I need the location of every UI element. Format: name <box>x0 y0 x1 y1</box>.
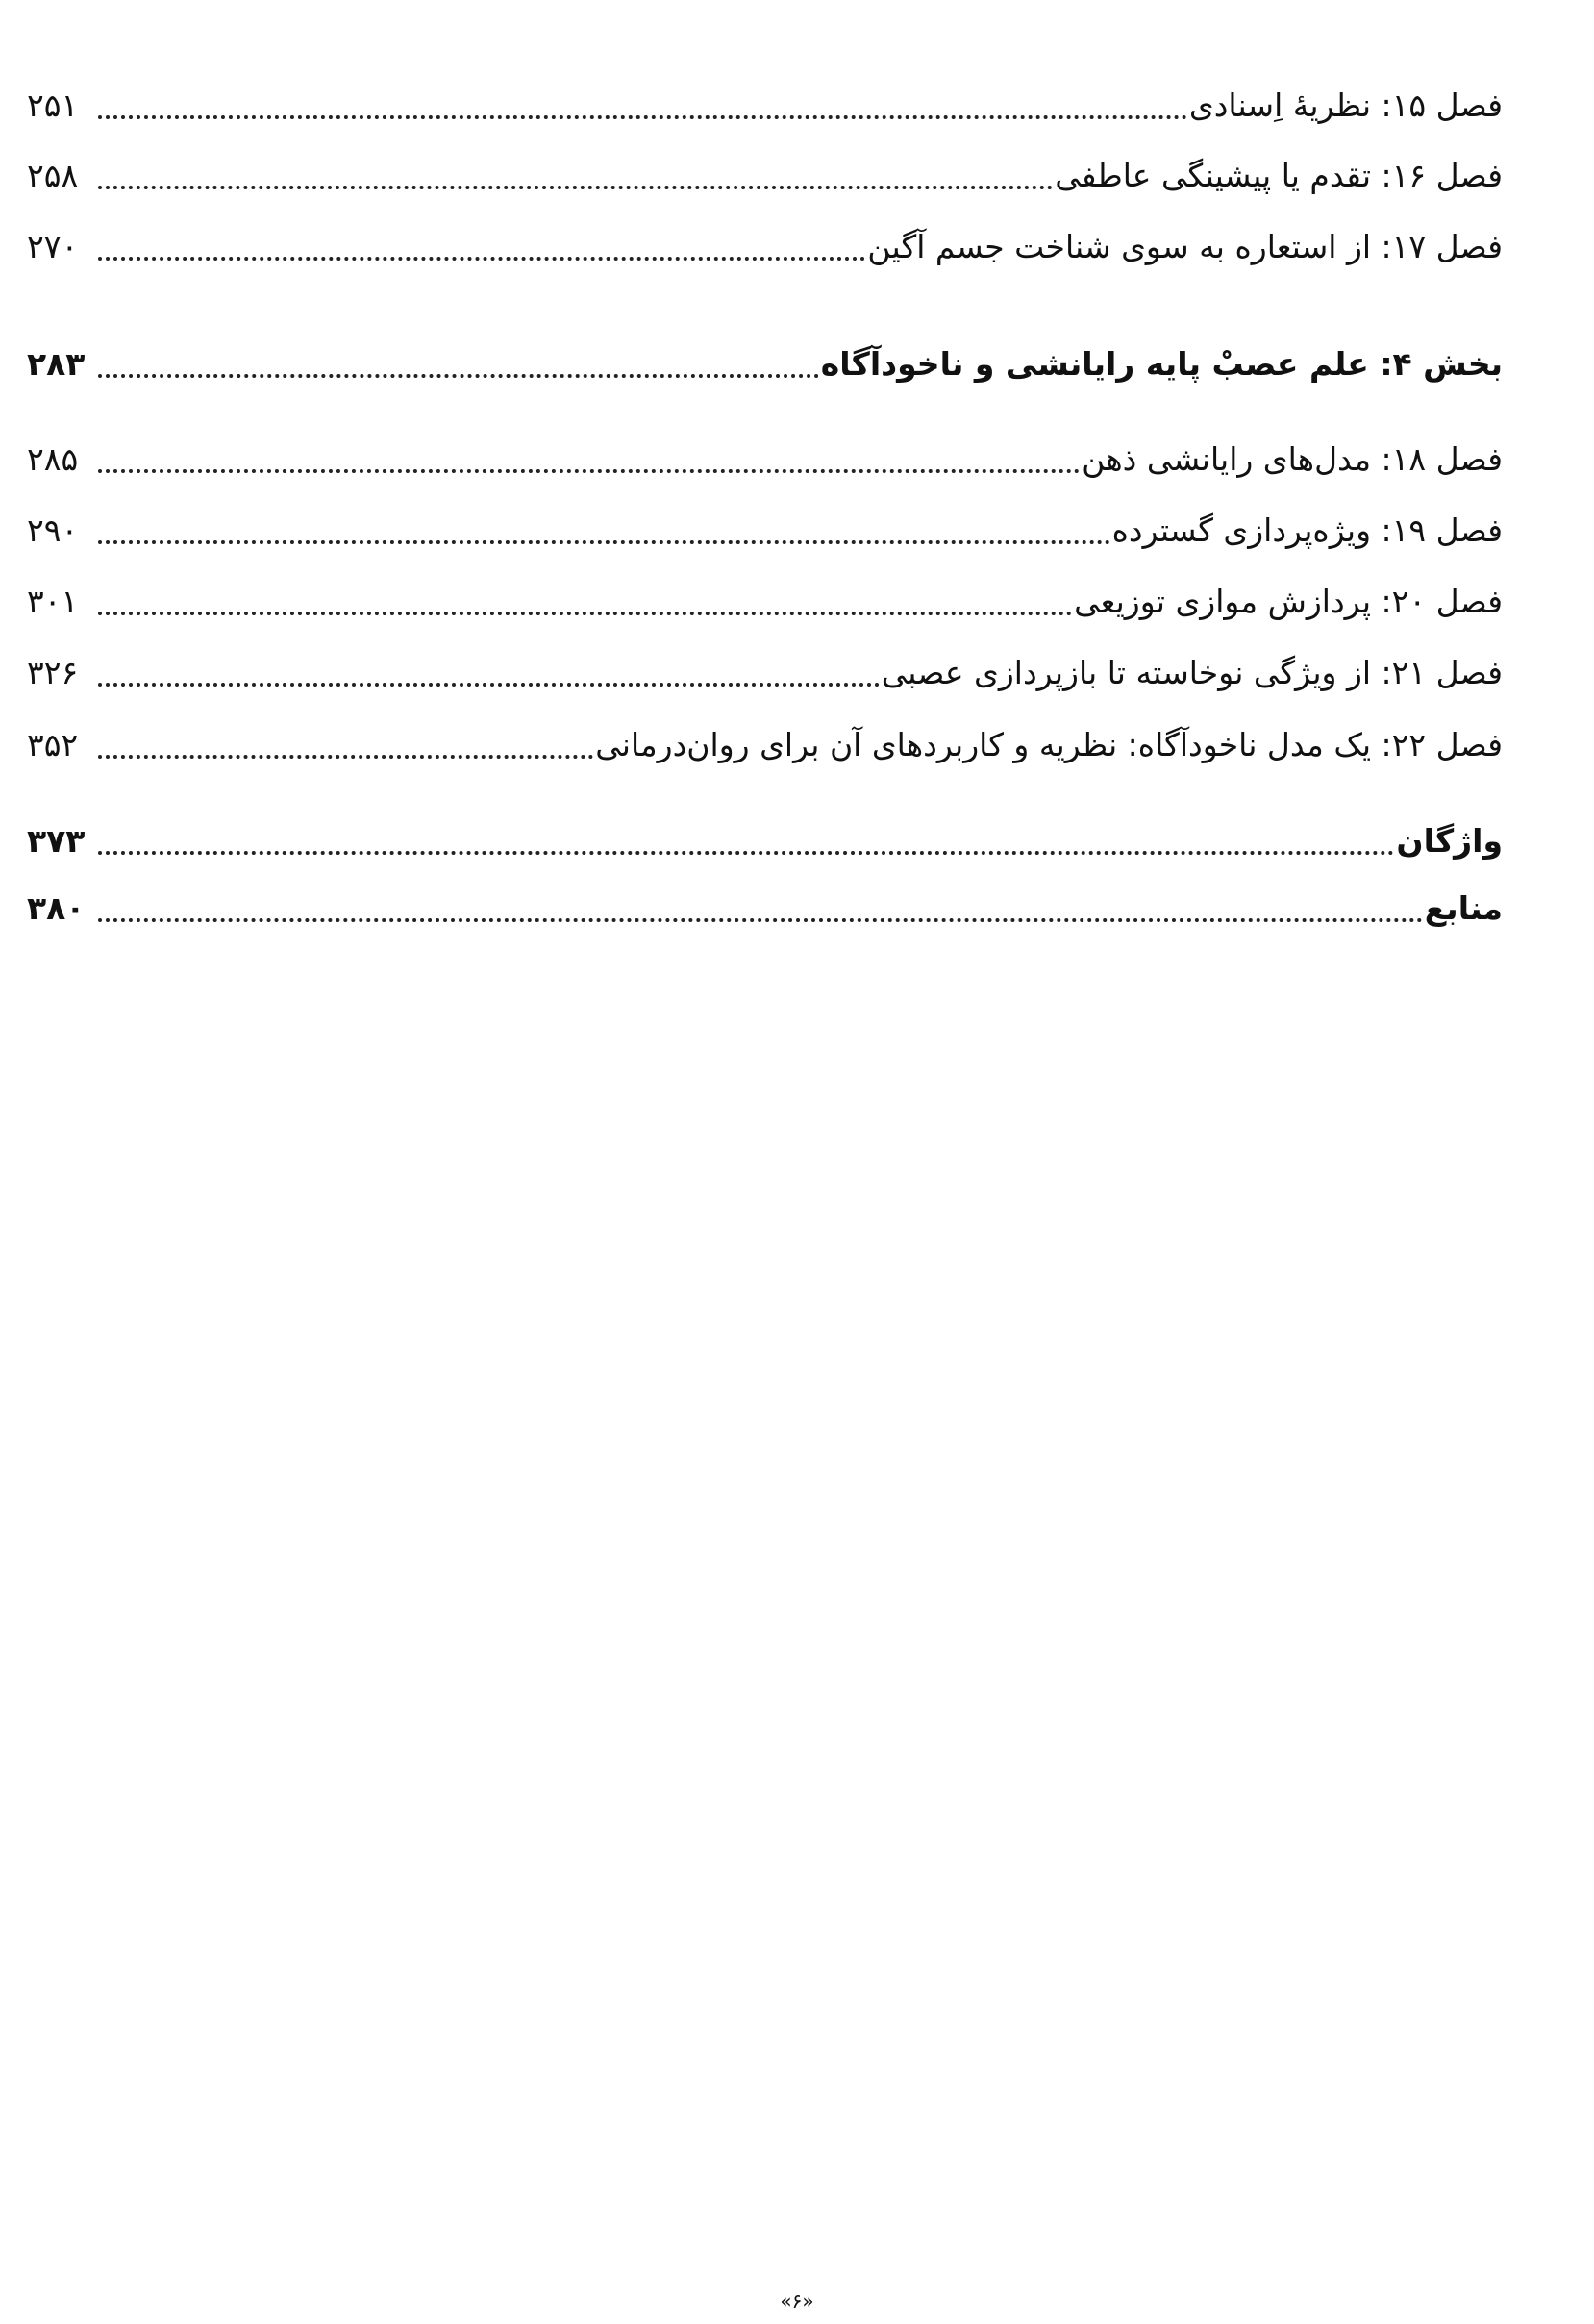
toc-entry-page: ۳۰۱ <box>27 583 79 620</box>
dot-leader <box>98 612 1072 615</box>
toc-entry-page: ۳۸۰ <box>27 889 86 927</box>
toc-entry-chapter-15[interactable] <box>27 77 1503 135</box>
dot-leader <box>98 918 1423 922</box>
toc-entry-page: ۲۵۸ <box>27 157 79 194</box>
toc-entry-page: ۲۹۰ <box>27 512 79 549</box>
toc-entry-chapter-18[interactable] <box>27 431 1503 488</box>
dot-leader <box>98 755 593 759</box>
toc-entry-title: بخش ۴: علم عصبْ پایه رایانشی و ناخودآگاه <box>820 345 1503 383</box>
toc-entry-part-4[interactable] <box>27 336 1503 393</box>
page-number: «۶» <box>780 2289 814 2312</box>
toc-entry-chapter-20[interactable] <box>27 573 1503 631</box>
dot-leader <box>98 540 1110 544</box>
toc-entry-title: فصل ۱۸: مدل‌های رایانشی ذهن <box>1082 440 1503 478</box>
dot-leader <box>98 115 1187 119</box>
toc-entry-chapter-16[interactable] <box>27 147 1503 205</box>
toc-entry-chapter-21[interactable] <box>27 644 1503 702</box>
dot-leader <box>98 851 1394 855</box>
toc-entry-title: فصل ۲۰: پردازش موازی توزیعی <box>1074 583 1503 620</box>
toc-entry-references[interactable] <box>27 880 1503 937</box>
toc-entry-title: منابع <box>1424 889 1503 927</box>
dot-leader <box>98 469 1080 473</box>
toc-entry-page: ۲۷۰ <box>27 228 79 265</box>
toc-entry-title: فصل ۱۶: تقدم یا پیشینگی عاطفی <box>1055 157 1503 194</box>
toc-entry-page: ۳۵۲ <box>27 726 79 763</box>
toc-entry-page: ۲۸۵ <box>27 440 79 478</box>
toc-entry-title: فصل ۲۱: از ویژگی نوخاسته تا بازپردازی عصبی <box>881 654 1503 691</box>
toc-entry-title: فصل ۱۹: ویژه‌پردازی گسترده <box>1111 512 1503 549</box>
toc-entry-chapter-22[interactable] <box>27 716 1503 774</box>
toc-entry-chapter-19[interactable] <box>27 502 1503 560</box>
toc-entry-title: واژگان <box>1396 822 1503 860</box>
toc-entry-glossary[interactable] <box>27 812 1503 870</box>
toc-entry-chapter-17[interactable] <box>27 218 1503 276</box>
toc-entry-title: فصل ۲۲: یک مدل ناخودآگاه: نظریه و کاربردهای آن برای روان‌درمانی <box>595 726 1503 763</box>
toc-entry-page: ۲۸۳ <box>27 345 86 383</box>
toc-entry-page: ۳۲۶ <box>27 654 79 691</box>
toc-entry-page: ۲۵۱ <box>27 87 79 124</box>
toc-entry-page: ۳۷۳ <box>27 822 86 860</box>
toc-entry-title: فصل ۱۵: نظریهٔ اِسنادی <box>1188 87 1503 124</box>
toc-entry-title: فصل ۱۷: از استعاره به سوی شناخت جسم آگین <box>867 228 1503 265</box>
dot-leader <box>98 374 819 378</box>
dot-leader <box>98 683 880 687</box>
dot-leader <box>98 186 1053 189</box>
dot-leader <box>98 257 865 261</box>
